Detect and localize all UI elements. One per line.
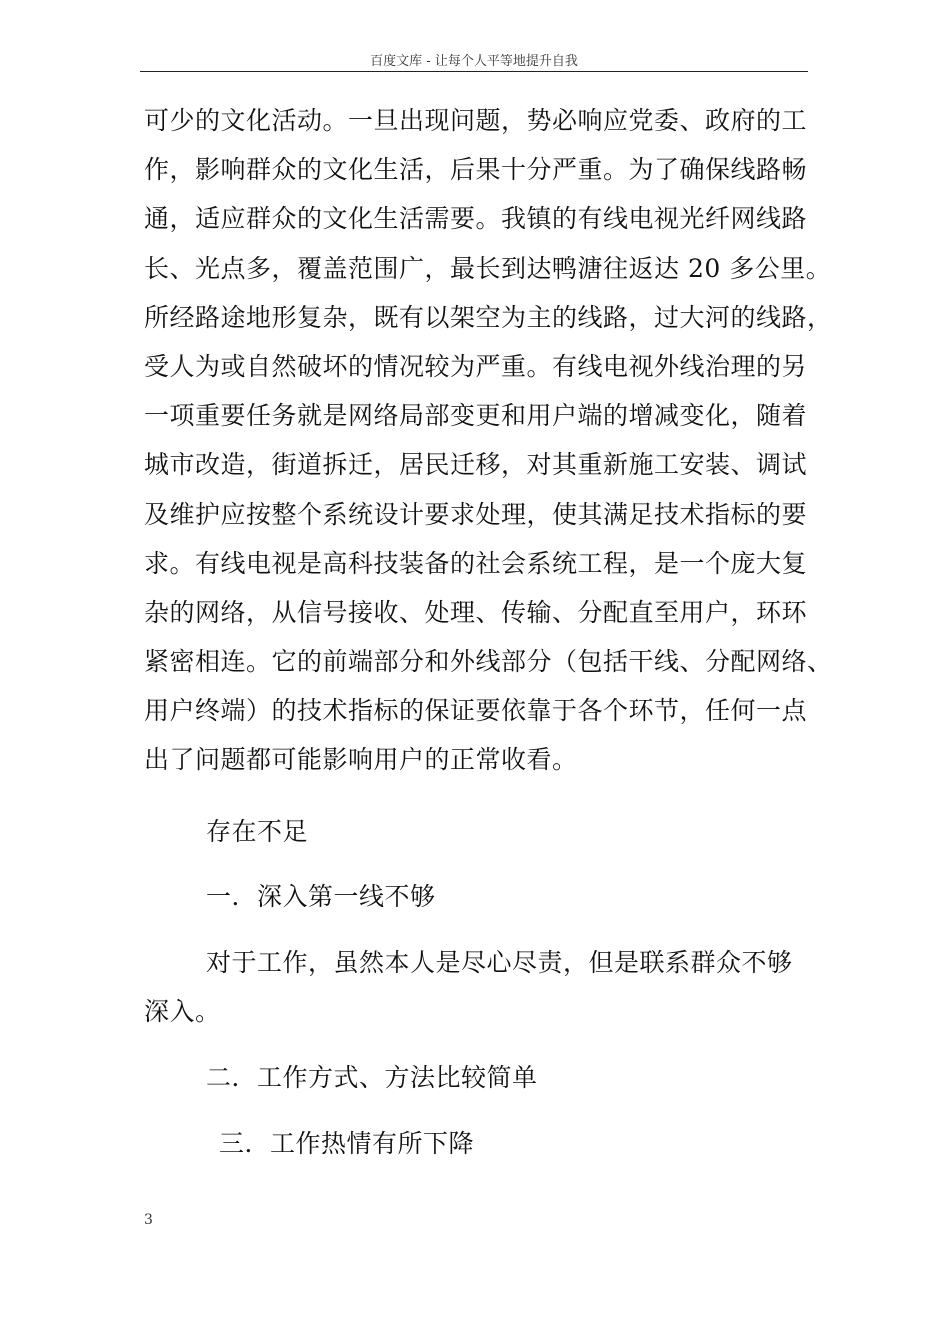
main-paragraph [144, 96, 833, 785]
header-divider [140, 71, 808, 72]
paragraph-line: 紧密相连。它的前端部分和外线部分（包括干线、分配网络、 [144, 647, 833, 677]
paragraph-line: 长、光点多，覆盖范围广，最长到达鸭溏往返达 20 多公里。 [144, 253, 832, 283]
paragraph-line: 可少的文化活动。一旦出现问题，势必响应党委、政府的工 [144, 106, 808, 135]
item-2-heading: 二．工作方式、方法比较简单 [206, 1063, 538, 1092]
paragraph-line: 通，适应群众的文化生活需要。我镇的有线电视光纤网线路 [144, 204, 808, 234]
paragraph-line: 一项重要任务就是网络局部变更和用户端的增减变化，随着 [144, 401, 808, 431]
page-header: 百度文库 - 让每个人平等地提升自我 [370, 54, 578, 69]
section-heading: 存在不足 [206, 817, 309, 846]
page-number: 3 [144, 1212, 153, 1228]
paragraph-line: 用户终端）的技术指标的保证要依靠于各个环节，任何一点 [144, 696, 808, 726]
paragraph-line: 出了问题都可能影响用户的正常收看。 [144, 745, 578, 775]
paragraph-line: 作，影响群众的文化生活，后果十分严重。为了确保线路畅 [144, 155, 808, 185]
paragraph-line: 及维护应按整个系统设计要求处理，使其满足技术指标的要 [144, 499, 808, 529]
paragraph-line: 求。有线电视是高科技装备的社会系统工程，是一个庞大复 [144, 548, 808, 578]
paragraph-line: 城市改造，街道拆迁，居民迁移，对其重新施工安装、调试 [144, 450, 808, 480]
paragraph-line: 受人为或自然破坏的情况较为严重。有线电视外线治理的另 [144, 351, 808, 381]
item-3-heading: 三．工作热情有所下降 [219, 1129, 475, 1158]
item-1-text-line: 对于工作，虽然本人是尽心尽责，但是联系群众不够 [206, 948, 793, 977]
item-1-text-line: 深入。 [144, 997, 221, 1026]
item-1-heading: 一．深入第一线不够 [206, 882, 436, 911]
paragraph-line: 杂的网络，从信号接收、处理、传输、分配直至用户，环环 [144, 597, 808, 627]
paragraph-line: 所经路途地形复杂，既有以架空为主的线路，过大河的线路， [144, 302, 833, 332]
